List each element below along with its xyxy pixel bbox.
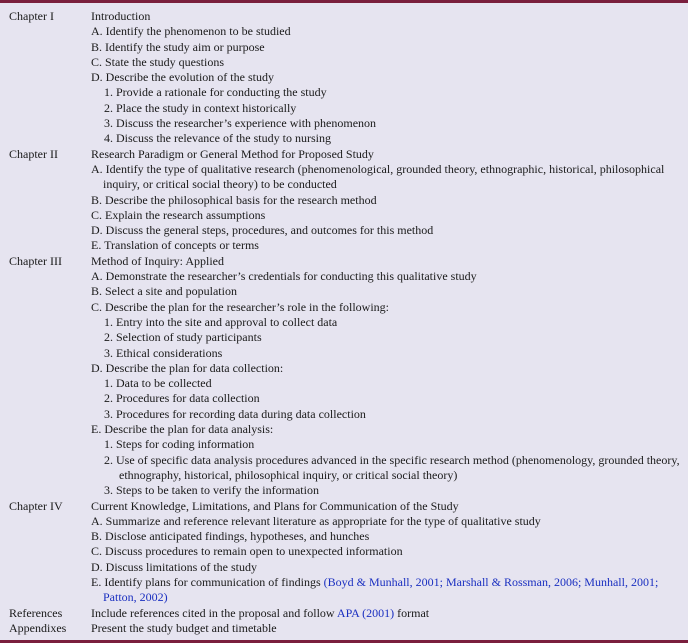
sub-list-item: 3. Procedures for recording data during data collection (104, 406, 366, 421)
list-item: A. Identify the type of qualitative research (phenomenological, grounded theory, ethnographic, historical, philosophical inquiry, or critical social theory) to be conducted (91, 161, 665, 192)
references-content (91, 606, 680, 621)
citation-link[interactable]: APA (2001) (336, 605, 395, 620)
sub-list-item: 1. Steps for coding information (104, 437, 255, 452)
sub-list-item: 2. Use of specific data analysis procedures advanced in the specific research method (phenomenology, grounded theory, ethnography, historical, philosophical inquiry, or critical social theory) (104, 452, 680, 482)
chapter-title: Current Knowledge, Limitations, and Plans for Communication of the Study (91, 498, 459, 513)
list-item: E. Translation of concepts or terms (91, 238, 259, 253)
chapter-row (0, 9, 688, 147)
sub-list-item: 2. Procedures for data collection (104, 391, 260, 406)
list-item: C. Discuss procedures to remain open to unexpected information (91, 544, 403, 559)
chapter-content (91, 147, 680, 254)
list-item: C. Describe the plan for the researcher’s role in the following: (91, 299, 390, 314)
chapter-title: Introduction (91, 9, 151, 23)
sub-list-item: 1. Provide a rationale for conducting the study (104, 85, 327, 100)
chapter-content (91, 9, 680, 147)
list-item-text: E. Identify plans for communication of findings (91, 574, 324, 589)
chapter-label: Chapter II (9, 146, 58, 161)
list-item: C. State the study questions (91, 54, 224, 69)
chapter-row (0, 254, 688, 499)
sub-list-item: 1. Data to be collected (104, 376, 212, 391)
table-body (0, 9, 688, 636)
chapter-content (91, 254, 680, 499)
list-item: A. Identify the phenomenon to be studied (91, 24, 291, 39)
list-item: B. Select a site and population (91, 284, 237, 299)
list-item: A. Demonstrate the researcher’s credentials for conducting this qualitative study (91, 269, 477, 284)
list-item: E. Describe the plan for data analysis: (91, 422, 274, 437)
sub-list-item: 3. Discuss the researcher’s experience with phenomenon (104, 116, 377, 131)
list-item: B. Describe the philosophical basis for the research method (91, 192, 377, 207)
references-text-before: Include references cited in the proposal and follow (91, 605, 337, 620)
citation-link[interactable]: (Boyd & Munhall, 2001; Marshall & Rossman, 2006; Munhall, 2001; Patton, 2002) (103, 574, 659, 605)
references-label: References (9, 605, 63, 620)
chapter-content (91, 499, 680, 606)
references-text (91, 606, 680, 621)
list-item: A. Summarize and reference relevant literature as appropriate for the type of qualitative study (91, 513, 541, 528)
list-item: B. Identify the study aim or purpose (91, 39, 265, 54)
chapter-label: Chapter I (9, 9, 54, 23)
appendixes-row (0, 621, 688, 636)
list-item: D. Discuss limitations of the study (91, 559, 257, 574)
sub-list-item: 3. Steps to be taken to verify the information (104, 483, 319, 498)
chapter-label: Chapter III (9, 253, 62, 268)
chapter-row (0, 147, 688, 254)
chapter-title: Research Paradigm or General Method for Proposed Study (91, 146, 374, 161)
list-item: D. Describe the plan for data collection: (91, 360, 284, 375)
appendixes-label: Appendixes (9, 620, 67, 635)
list-item (91, 575, 680, 606)
sub-list-item: 3. Ethical considerations (104, 345, 223, 360)
list-item: D. Describe the evolution of the study (91, 70, 274, 85)
references-row (0, 606, 688, 621)
chapter-title: Method of Inquiry: Applied (91, 253, 224, 268)
appendixes-text: Present the study budget and timetable (91, 620, 277, 635)
sub-list-item: 2. Selection of study participants (104, 330, 262, 345)
sub-list-item: 1. Entry into the site and approval to collect data (104, 314, 338, 329)
chapter-row (0, 499, 688, 606)
list-item: C. Explain the research assumptions (91, 207, 266, 222)
sub-list-item: 4. Discuss the relevance of the study to nursing (104, 131, 331, 146)
references-text-after: format (394, 605, 430, 620)
appendixes-content (91, 621, 680, 636)
chapter-label: Chapter IV (9, 498, 63, 513)
list-item: B. Disclose anticipated findings, hypotheses, and hunches (91, 529, 370, 544)
sub-list-item: 2. Place the study in context historically (104, 100, 297, 115)
list-item: D. Discuss the general steps, procedures, and outcomes for this method (91, 223, 434, 238)
